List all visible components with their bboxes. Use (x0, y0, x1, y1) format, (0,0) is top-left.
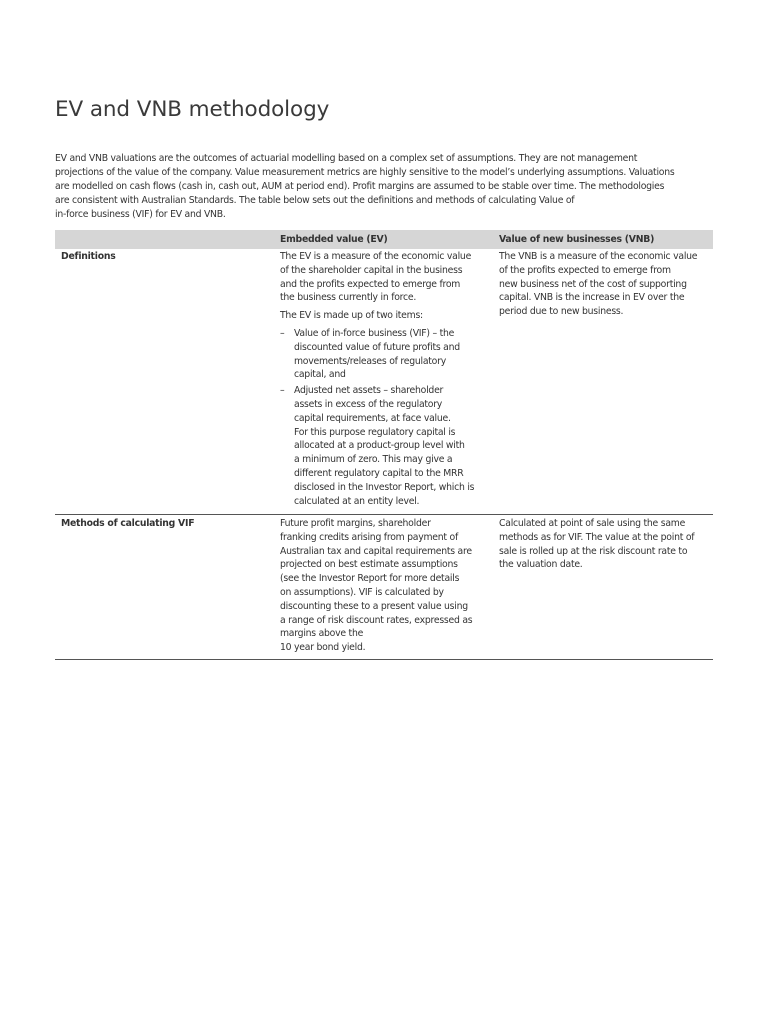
text-line: a range of risk discount rates, expressed as (280, 614, 473, 626)
table-header (55, 230, 713, 249)
text-line: of the shareholder capital in the business (280, 264, 463, 276)
text-line: disclosed in the Investor Report, which is (294, 481, 475, 493)
text-line: period due to new business. (499, 306, 624, 318)
cell-vnb-method (498, 515, 713, 660)
text-line: a minimum of zero. This may give a (294, 454, 453, 466)
text-line: sale is rolled up at the risk discount rate to (499, 545, 688, 557)
header-empty (55, 230, 279, 249)
text-line: Calculated at point of sale using the same (499, 518, 686, 529)
text-line: The EV is a measure of the economic value (280, 251, 472, 262)
header-ev: Embedded value (EV) (279, 230, 498, 249)
intro-line: in-force business (VIF) for EV and VNB. (55, 209, 226, 220)
dash-bullet: – (280, 385, 285, 397)
text-line: (see the Investor Report for more details (280, 573, 460, 585)
intro-line: are consistent with Australian Standards. The table below sets out the definitions and methods of calculating Value of (55, 195, 575, 206)
text-line: For this purpose regulatory capital is (294, 426, 456, 438)
cell-ev-method (279, 515, 498, 660)
cell-vnb-definition (498, 249, 713, 515)
text-line: assets in excess of the regulatory (294, 398, 443, 410)
methodology-table (55, 230, 713, 660)
text-line: Australian tax and capital requirements are (280, 545, 472, 557)
page-title: EV and VNB methodology (55, 97, 330, 122)
text-line: capital requirements, at face value. (294, 412, 451, 424)
text-line: Future profit margins, shareholder (280, 518, 431, 529)
text-line: 10 year bond yield. (280, 642, 366, 654)
text-line: new business net of the cost of supporting (499, 278, 687, 290)
ev-items-intro: The EV is made up of two items: (280, 310, 423, 322)
text-line: The VNB is a measure of the economic value (499, 251, 698, 262)
text-line: margins above the (280, 628, 364, 640)
table-row-methods (55, 515, 713, 660)
text-line: capital. VNB is the increase in EV over the (499, 292, 685, 304)
text-line: Adjusted net assets – shareholder (294, 385, 444, 397)
ev-item-adjusted-net-assets (280, 384, 492, 508)
ev-definition-paragraph (280, 250, 492, 305)
text-line: different regulatory capital to the MRR (294, 467, 464, 479)
row-label-definitions: Definitions (55, 249, 279, 515)
text-line: discounting these to a present value using (280, 600, 468, 612)
row-label-methods: Methods of calculating VIF (55, 515, 279, 660)
intro-line: EV and VNB valuations are the outcomes of actuarial modelling based on a complex set of assumptions. They are not management (55, 153, 638, 164)
header-vnb: Value of new businesses (VNB) (498, 230, 713, 249)
text-line: the business currently in force. (280, 292, 417, 304)
text-line: capital, and (294, 369, 346, 381)
dash-bullet: – (280, 327, 285, 339)
text-line: discounted value of future profits and (294, 341, 460, 353)
text-line: movements/releases of regulatory (294, 355, 446, 367)
text-line: of the profits expected to emerge from (499, 264, 671, 276)
text-line: methods as for VIF. The value at the point of (499, 531, 695, 543)
text-line: on assumptions). VIF is calculated by (280, 586, 444, 598)
table-header-row (55, 230, 713, 249)
text-line: projected on best estimate assumptions (280, 559, 458, 571)
intro-line: are modelled on cash flows (cash in, cash out, AUM at period end). Profit margins are assumed to be stable over time. The methodologies (55, 181, 665, 192)
cell-ev-definition (279, 249, 498, 515)
text-line: calculated at an entity level. (294, 495, 420, 507)
intro-line: projections of the value of the company. Value measurement metrics are highly sensitive to the model’s underlying assumptions. Valuations (55, 167, 675, 178)
text-line: Value of in-force business (VIF) – the (294, 327, 455, 339)
text-line: franking credits arising from payment of (280, 531, 458, 543)
table-row-definitions (55, 249, 713, 515)
text-line: allocated at a product-group level with (294, 440, 465, 452)
text-line: and the profits expected to emerge from (280, 278, 461, 290)
ev-item-vif (280, 327, 492, 382)
text-line: the valuation date. (499, 559, 583, 571)
intro-paragraph (55, 152, 711, 222)
